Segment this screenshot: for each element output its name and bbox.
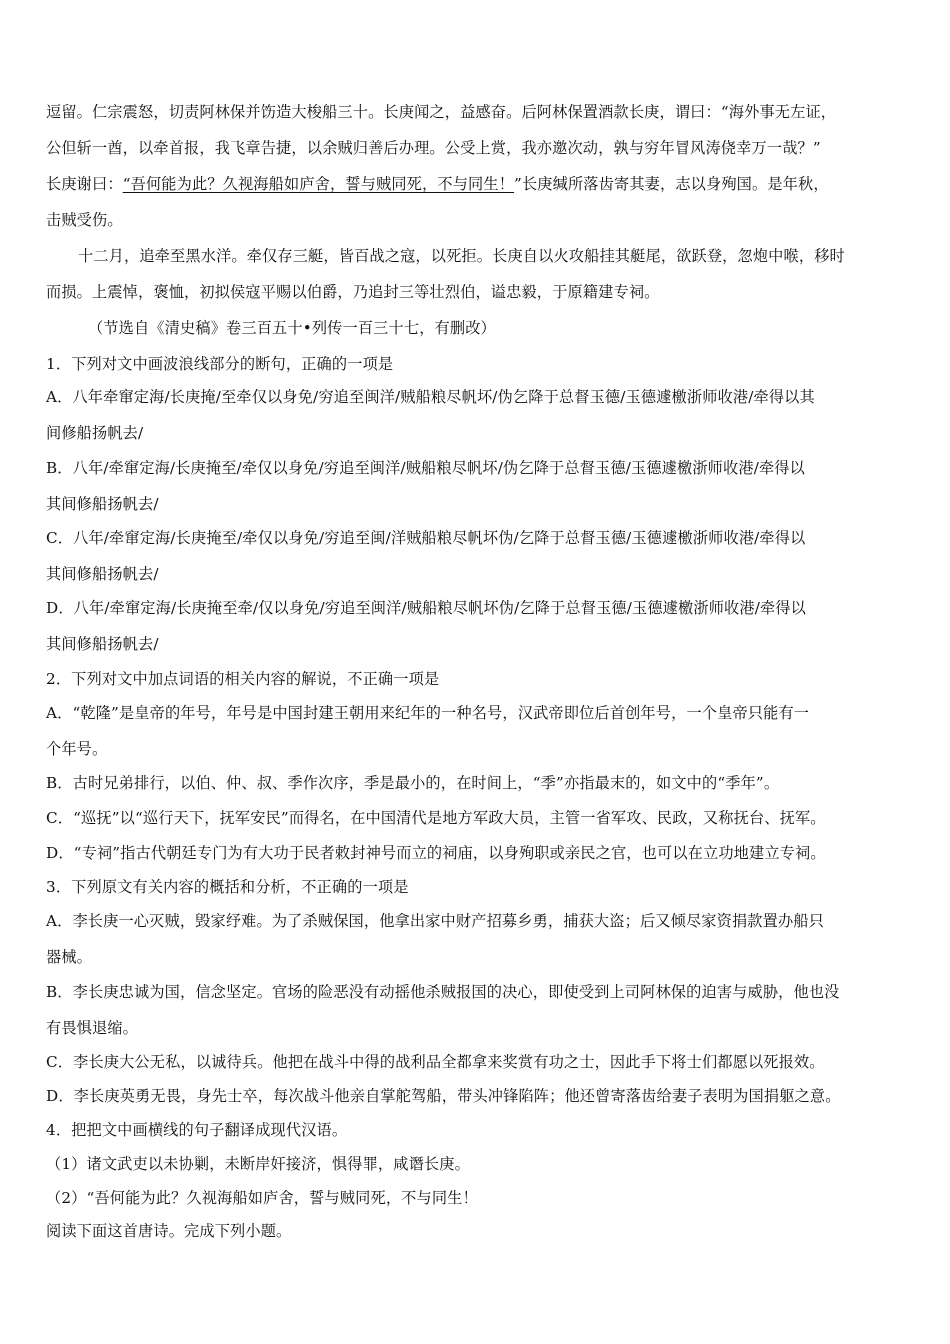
- question-2-option-d: D．“专祠”指古代朝廷专门为有大功于民者敕封神号而立的祠庙，以身殉职或亲民之官，也可以在立功地建立专祠。: [46, 844, 826, 862]
- question-1-option-a: A．八年牵窜定海/长庚掩/至牵仅以身免/穷追至闽洋/贼船粮尽帆坏/伪乞降于总督玉德/玉德遽檄浙师收港/牵得以其: [46, 388, 815, 406]
- question-1-option-b: B．八年/牵窜定海/长庚掩至/牵仅以身免/穷追至闽洋/贼船粮尽帆坏/伪乞降于总督玉德/玉德遽檄浙师收港/牵得以: [46, 459, 805, 477]
- question-2-option-a-cont: 个年号。: [46, 740, 108, 758]
- passage-source: （节选自《清史稿》卷三百五十•列传一百三十七，有删改）: [88, 319, 496, 337]
- question-4-stem: 4．把把文中画横线的句子翻译成现代汉语。: [46, 1121, 348, 1139]
- question-1-stem: 1．下列对文中画波浪线部分的断句，正确的一项是: [46, 355, 394, 373]
- question-3-option-d: D．李长庚英勇无畏，身先士卒，每次战斗他亲自掌舵驾船，带头冲锋陷阵；他还曾寄落齿给妻子表明为国捐躯之意。: [46, 1087, 841, 1105]
- passage-line: 公但斩一酋，以牵首报，我飞章告捷，以余贼归善后办理。公受上赏，我亦邀次动，孰与穷年冒风涛侥幸万一哉？”: [46, 139, 821, 157]
- passage-text: ”长庚缄所落齿寄其妻，志以身殉国。是年秋，: [514, 175, 829, 193]
- question-3-option-b-cont: 有畏惧退缩。: [46, 1019, 139, 1037]
- question-3-option-b: B．李长庚忠诚为国，信念坚定。官场的险恶没有动摇他杀贼报国的决心，即使受到上司阿林保的迫害与威胁，他也没: [46, 983, 840, 1001]
- next-section-instruction: 阅读下面这首唐诗。完成下列小题。: [46, 1222, 292, 1240]
- passage-line: 逗留。仁宗震怒，切责阿林保并饬造大梭船三十。长庚闻之，益感奋。后阿林保置酒款长庚，谓曰：“海外事无左证，: [46, 103, 837, 121]
- question-2-option-b: B．古时兄弟排行，以伯、仲、叔、季作次序，季是最小的，在时间上，“季”亦指最末的，如文中的“季年”。: [46, 774, 780, 792]
- question-4-item-1: （1）诸文武吏以未协剿，未断岸奸接济，惧得罪，咸谮长庚。: [46, 1155, 470, 1173]
- passage-line: 击贼受伤。: [46, 211, 123, 229]
- question-1-option-d-cont: 其间修船扬帆去/: [46, 635, 159, 653]
- question-1-option-c-cont: 其间修船扬帆去/: [46, 565, 159, 583]
- question-1-option-c: C．八年/牵窜定海/长庚掩至/牵仅以身免/穷追至闽/洋贼船粮尽帆坏伪/乞降于总督玉德/玉德遽檄浙师收港/牵得以: [46, 529, 806, 547]
- passage-text: 长庚谢曰：: [46, 175, 123, 193]
- question-2-option-c: C．“巡抚”以“巡行天下，抚军安民”而得名，在中国清代是地方军政大员，主管一省军攻、民政，又称抚台、抚军。: [46, 809, 826, 827]
- question-3-option-c: C．李长庚大公无私，以诚待兵。他把在战斗中得的战利品全都拿来奖赏有功之士，因此手下将士们都愿以死报效。: [46, 1053, 825, 1071]
- passage-line: 而损。上震悼，褒恤，初拟侯寇平赐以伯爵，乃追封三等壮烈伯，谥忠毅，于原籍建专祠。: [46, 283, 660, 301]
- question-2-option-a: A．“乾隆”是皇帝的年号，年号是中国封建王朝用来纪年的一种名号，汉武帝即位后首创年号，一个皇帝只能有一: [46, 704, 810, 722]
- question-2-stem: 2．下列对文中加点词语的相关内容的解说，不正确一项是: [46, 670, 440, 688]
- question-3-stem: 3．下列原文有关内容的概括和分析，不正确的一项是: [46, 878, 409, 896]
- question-1-option-d: D．八年/牵窜定海/长庚掩至牵/仅以身免/穷追至闽洋/贼船粮尽帆坏伪/乞降于总督玉德/玉德遽檄浙师收港/牵得以: [46, 599, 806, 617]
- question-3-option-a: A．李长庚一心灭贼，毁家纾难。为了杀贼保国，他拿出家中财产招募乡勇，捕获大盗；后又倾尽家资捐款置办船只: [46, 912, 824, 930]
- passage-line-with-underline: [46, 176, 829, 193]
- question-1-option-b-cont: 其间修船扬帆去/: [46, 495, 159, 513]
- passage-line: 十二月，追牵至黑水洋。牵仅存三艇，皆百战之寇，以死拒。长庚自以火攻船挂其艇尾，欲跃登，忽炮中喉，移时: [78, 247, 845, 265]
- question-1-option-a-cont: 间修船扬帆去/: [46, 424, 144, 442]
- underlined-sentence: “吾何能为此？久视海船如庐舍，誓与贼同死，不与同生！: [122, 175, 515, 193]
- question-3-option-a-cont: 器械。: [46, 948, 93, 966]
- question-4-item-2: （2）“吾何能为此？久视海船如庐舍，誓与贼同死，不与同生！: [46, 1189, 478, 1207]
